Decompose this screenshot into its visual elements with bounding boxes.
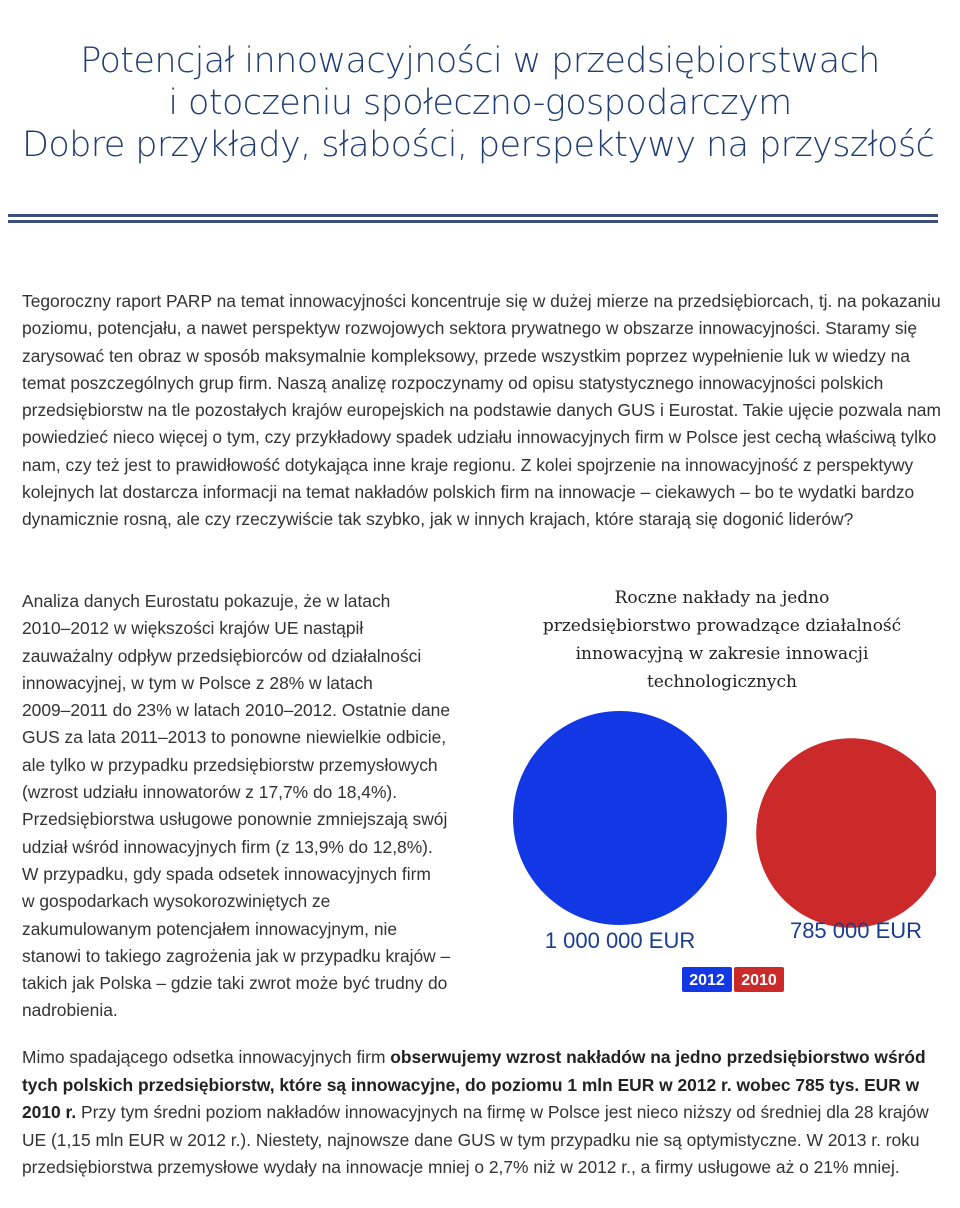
title-block [0,40,960,166]
left-line: Przedsiębiorstwa usługowe ponownie zmniejszają swój [22,809,448,830]
left-line: takich jak Polska – gdzie taki zwrot może być trudny do [22,973,448,994]
year-tag-2012-text: 2012 [689,972,725,989]
infographic-title-line: Roczne nakłady na jedno [614,588,830,608]
left-line: 2009–2011 do 23% w latach 2010–2012. Ostatnie dane [22,700,451,721]
left-line: ale tylko w przypadku przedsiębiorstw przemysłowych [22,754,438,775]
left-line: 2010–2012 w większości krajów UE nastąpił [22,618,364,639]
bubble-chart [508,584,936,1004]
infographic [508,584,936,1004]
bottom-bold-text: obserwujemy wzrost nakładów na jedno przedsiębiorstwo wśród tych polskich przedsiębiorstw, które są innowacyjne, do poziomu 1 mln EUR w 2012 r. wobec 785 tys. EUR w 2010 r. [22,1047,926,1123]
left-line: w gospodarkach wysokorozwiniętych ze [22,891,331,912]
bottom-text-2: Przy tym średni poziom nakładów innowacyjnych na firmę w Polsce jest nieco niższy od średniej dla 28 krajów UE (1,15 mln EUR w 2012 r.). Niestety, najnowsze dane GUS w tym przypadku nie są optymistyczne. W 2013 r. roku przedsiębiorstwa przemysłowe wydały na innowacje mniej o 2,7% niż w 2012 r., a firmy usługowe aż o 21% mniej. [22,1102,929,1178]
left-line: (wzrost udziału innowatorów z 17,7% do 18,4%). [22,782,398,803]
left-line: GUS za lata 2011–2013 to ponowne niewielkie odbicie, [22,727,447,748]
infographic-title-line: przedsiębiorstwo prowadzące działalność [542,616,902,636]
header-rule-bottom [8,220,938,223]
value-label-2010: 785 000 EUR [789,918,923,943]
left-line: udział wśród innowacyjnych firm (z 13,9% do 12,8%). [22,836,433,857]
left-line: nadrobienia. [22,1000,118,1021]
intro-paragraph: Tegoroczny raport PARP na temat innowacyjności koncentruje się w dużej mierze na przedsiębiorcach, tj. na pokazaniu poziomu, potencjału, a nawet perspektyw rozwojowych sektora prywatnego w obszarze innowacyjności. Staramy się zarysować ten obraz w sposób maksymalnie kompleksowy, przede wszystkim poprzez wypełnienie luk w wiedzy na temat poszczególnych grup firm. Naszą analizę rozpoczynamy od opisu statystycznego innowacyjności polskich przedsiębiorstw na tle pozostałych krajów europejskich na podstawie danych GUS i Eurostat. Takie ujęcie pozwala nam powiedzieć nieco więcej o tym, czy przykładowy spadek udziału innowacyjnych firm w Polsce jest cechą właściwą tylko nam, czy też jest to prawidłowość dotykająca inne kraje regionu. Z kolei spojrzenie na innowacyjność z perspektywy kolejnych lat dostarcza informacji na temat nakładów polskich firm na innowacje – ciekawych – bo te wydatki bardzo dynamicznie rosną, ale czy rzeczywiście tak szybko, jak w innych krajach, które starają się dogonić liderów? [22,291,941,530]
page-title-line-1: Potencjał innowacyjności w przedsiębiorstwach [80,41,880,81]
circle-2010 [756,738,936,928]
page-subtitle: Dobre przykłady, słabości, perspektywy na przyszłość [22,125,935,165]
year-tag-2010-text: 2010 [741,972,777,989]
page-title-line-2: i otoczeniu społeczno-gospodarczym [168,83,792,123]
left-line: Analiza danych Eurostatu pokazuje, że w latach [22,591,391,611]
bottom-text-1: Mimo spadającego odsetka innowacyjnych firm [22,1047,391,1067]
left-column [22,588,494,1025]
left-line: innowacyjnej, w tym w Polsce z 28% w latach [22,672,373,693]
bottom-paragraph [22,1044,942,1182]
header-rule-top [8,214,938,217]
circle-2012 [513,711,727,925]
left-line: stanowi to takiego zagrożenia jak w przypadku krajów – [22,945,451,966]
left-line: zakumulowanym potencjałem innowacyjnym, nie [22,918,398,939]
value-label-2012: 1 000 000 EUR [544,928,696,953]
infographic-title-line: innowacyjną w zakresie innowacji [575,644,869,664]
left-line: zauważalny odpływ przedsiębiorców od działalności [22,645,422,666]
infographic-title-line: technologicznych [646,672,798,692]
left-line: W przypadku, gdy spada odsetek innowacyjnych firm [22,863,431,884]
